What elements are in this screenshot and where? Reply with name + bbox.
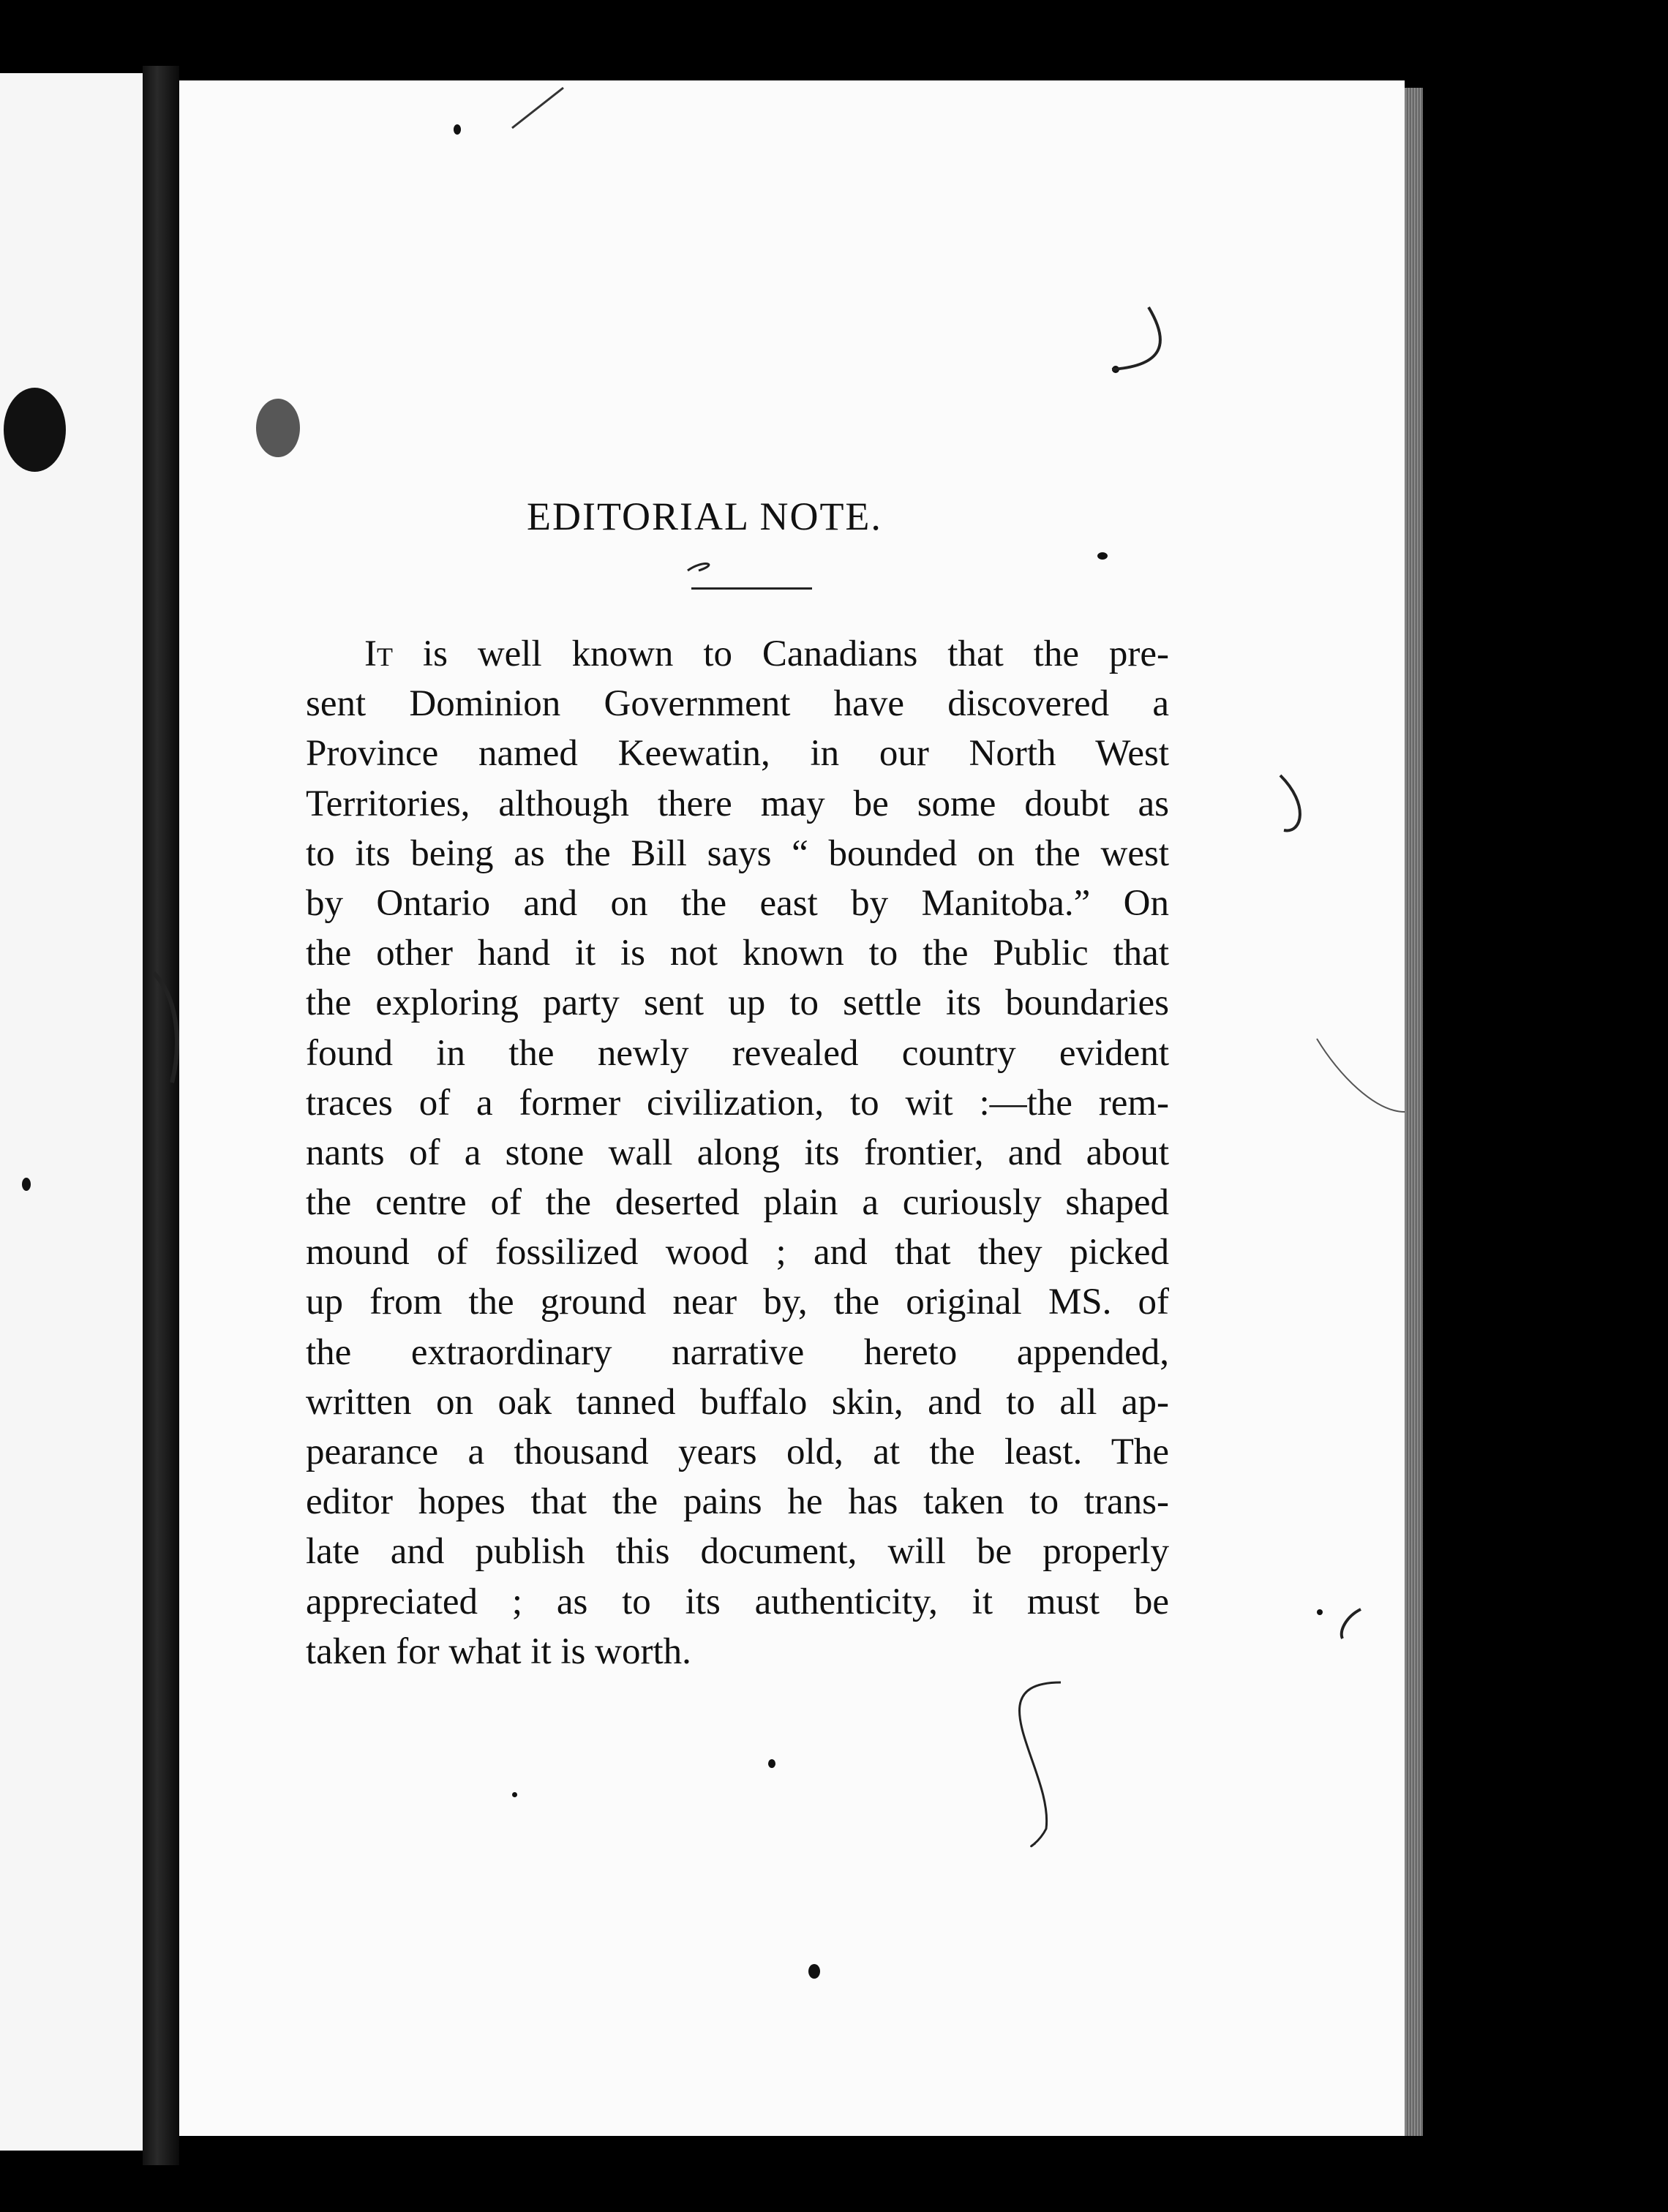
text-line: editor hopes that the pains he has taken to trans- <box>306 1481 1169 1523</box>
text-line: written on oak tanned buffalo skin, and to all ap- <box>306 1381 1169 1423</box>
text-line: nants of a stone wall along its frontier, and about <box>306 1132 1169 1173</box>
text-line: It is well known to Canadians that the pre- <box>364 633 1169 674</box>
text-line: the exploring party sent up to settle its boundaries <box>306 982 1169 1024</box>
text-line: to its being as the Bill says “ bounded on the west <box>306 832 1169 874</box>
drop-lead-word: It <box>364 633 393 674</box>
editorial-note-body <box>306 629 1169 1677</box>
text-line: appreciated ; as to its authenticity, it must be <box>306 1581 1169 1622</box>
title-rule <box>691 587 812 590</box>
text-line: the centre of the deserted plain a curiously shaped <box>306 1182 1169 1224</box>
text-line: pearance a thousand years old, at the least. The <box>306 1432 1169 1472</box>
page-title: EDITORIAL NOTE. <box>527 494 882 538</box>
text-line: Province named Keewatin, in our North West <box>306 733 1169 775</box>
text-line: by Ontario and on the east by Manitoba.” On <box>306 882 1169 924</box>
text-line: the extraordinary narrative hereto appended, <box>306 1331 1169 1373</box>
text-line: found in the newly revealed country evident <box>306 1032 1169 1074</box>
text-line: up from the ground near by, the original MS. of <box>306 1282 1169 1323</box>
text-line: mound of fossilized wood ; and that they picked <box>306 1232 1169 1274</box>
text-line: traces of a former civilization, to wit :—the rem- <box>306 1082 1169 1124</box>
text-line: the other hand it is not known to the Public that <box>306 933 1169 974</box>
text-line: sent Dominion Government have discovered a <box>306 683 1169 725</box>
text-line: late and publish this document, will be properly <box>306 1531 1169 1573</box>
text-line: Territories, although there may be some doubt as <box>306 783 1169 824</box>
text-line: taken for what it is worth. <box>306 1630 691 1672</box>
